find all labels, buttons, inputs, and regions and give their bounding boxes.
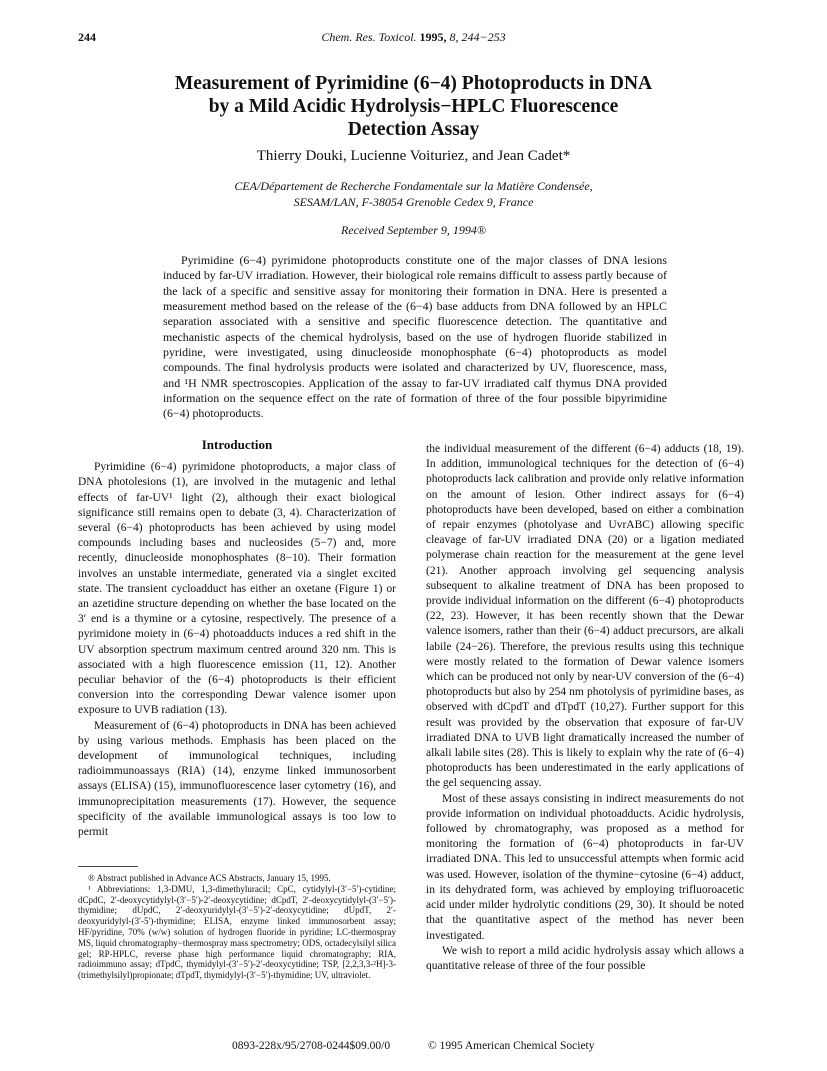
intro-paragraph: the individual measurement of the different (6−4) adducts (18, 19). In addition, immunological techniques for the detection of (6−4) photoproducts lack calibration and provide only relative information on the amount of lesion. Other indirect assays for (6−4) photoproducts have been developed, based on either a combination of repair enzymes (photolyase and UvrABC) allowing specific cleavage of far-UV irradiated DNA (20) or a ligation mediated polymerase chain reaction for the measurement at the gene level (21). Another approach involving gel sequencing analysis subsequent to alkaline treatment of DNA has been proposed to provide individual information on the different (6−4) photoproducts (22, 23). However, it has been recently shown that the Dewar valence isomers, rather than their (6−4) adduct precursors, are alkali labile (24−26). Therefore, the previous results using this technique were mostly related to the formation of Dewar valence isomers which can be produced not only by near-UV conversion of the (6−4) photoproducts but also by 254 nm photolysis of pyrimidine bases, as observed with dCpdT and dTpdT (10,27). Further support for this result was provided by the observation that exposure of far-UV irradiated DNA to UVB light dramatically increased the number of alkali labile sites (28). This is likely to explain why the rate of (6−4) photoproducts has been underestimated in the early applications of the gel sequencing assay.	[426, 443, 744, 790]
journal-citation	[78, 30, 749, 45]
intro-paragraph: Pyrimidine (6−4) pyrimidone photoproducts, a major class of DNA photolesions (1), are involved in the mutagenic and lethal effects of far-UV¹ light (2), although their exact biological significance still remains open to debate (3, 4). Characterization of several (6−4) photoproducts has been achieved by using model compounds including bases and nucleosides (5−7) and, more recently, dinucleoside monophosphates (8−10). Their formation involves an unstable intermediate, generated via a singlet excited state. The transient cycloadduct has either an oxetane (Figure 1) or an azetidine structure depending on whether the base located on the 3′ end is a thymine or a cytosine, respectively. The presence of a pyrimidone moiety in (6−4) photoadducts induces a red shift in the UV absorption spectrum maximum centred around 320 nm. This is associated with a high fluorescence emission (11, 12). Another peculiar behavior of the (6−4) photoproducts is their efficient conversion into the corresponding Dewar valence isomer upon exposure to UVB radiation (13).	[78, 461, 396, 717]
intro-paragraph: We wish to report a mild acidic hydrolysis assay which allows a quantitative release of three of the four possible	[426, 944, 744, 972]
author-list: Thierry Douki, Lucienne Voituriez, and Jean Cadet*	[256, 148, 571, 164]
left-column	[78, 437, 396, 840]
running-head	[78, 30, 749, 46]
journal-volume-pages: 8, 244−253	[449, 30, 506, 44]
abstract	[163, 253, 667, 422]
journal-name: Chem. Res. Toxicol.	[321, 30, 417, 44]
affiliation	[100, 178, 727, 210]
intro-paragraph: Most of these assays consisting in indirect measurements do not provide information on individual photoadducts. Acidic hydrolysis, followed by chromatography, was proposed as a method for monitoring the formation of (6−4) photoproducts in far-UV irradiated DNA. This led to unsuccessful attempts when formic acid was used. However, isolation of the thymine−cytosine (6−4) adduct, in its dehydrated form, was achieved by employing trifluoroacetic acid under milder hydrolytic conditions (29, 30). It should be noted that the quantitative aspect of the method has never been investigated.	[426, 792, 744, 942]
right-column	[426, 442, 744, 974]
footnotes	[78, 866, 396, 981]
article-code: 0893-228x/95/2708-0244$09.00/0	[232, 1040, 391, 1052]
footnote-abstract-published: ® Abstract published in Advance ACS Abstracts, January 15, 1995.	[88, 873, 331, 883]
affiliation-line-1: CEA/Département de Recherche Fondamentale sur la Matière Condensée,	[234, 179, 593, 193]
title-line-2: by a Mild Acidic Hydrolysis−HPLC Fluorescence	[208, 96, 619, 117]
footnote-rule	[78, 866, 138, 867]
copyright: © 1995 American Chemical Society	[428, 1040, 595, 1052]
article-title	[60, 72, 767, 141]
page-footer	[0, 1040, 827, 1054]
title-line-3: Detection Assay	[347, 119, 480, 140]
abstract-text: Pyrimidine (6−4) pyrimidone photoproducts constitute one of the major classes of DNA lesions induced by far-UV irradiation. However, their biological role remains difficult to assess partly because of the lack of a specific and sensitive assay for monitoring their formation in DNA. Here is presented a measurement method based on the release of the (6−4) base adducts from DNA followed by an HPLC separation associated with a sensitive and specific fluorescence detection. The quantitative and mechanistic aspects of the chemical hydrolysis, based on the use of hydrogen fluoride stabilized in pyridine, were investigated, using dinucleoside monophosphate (6−4) photoproducts as model compounds. The final hydrolysis products were isolated and characterized by UV, fluorescence, mass, and ¹H NMR spectroscopies. Application of the assay to far-UV irradiated calf thymus DNA provided information on the sequence effect on the rate of formation of three of the four possible bipyrimidine (6−4) photoproducts.	[163, 253, 667, 421]
page-number: 244	[78, 30, 96, 44]
introduction-heading: Introduction	[201, 437, 273, 452]
journal-year: 1995,	[419, 30, 447, 44]
title-line-1: Measurement of Pyrimidine (6−4) Photoproducts in DNA	[174, 73, 653, 94]
footnote-abbreviations: ¹ Abbreviations: 1,3-DMU, 1,3-dimethyluracil; CpC, cytidylyl-(3′−5′)-cytidine; dCpdC, 2′-deoxycytidylyl-(3′−5′)-2′-deoxycytidine; dCpdT, 2′-deoxycytidylyl-(3′−5′)-thymidine; dUpdC, 2′-deoxyuridylyl-(3′−5′)-2′-deoxycytidine; dUpdT, 2′-deoxyuridylyl-(3′-5′)-thymidine; ELISA, enzyme linked immunosorbent assay; HF/pyridine, 70% (w/w) solution of hydrogen fluoride in pyridine; LC-thermospray MS, liquid chromatography−thermospray mass spectrometry; ODS, octadecylsilyl silica gel; RP-HPLC, reverse phase high performance liquid chromatography; RIA, radioimmuno assay; dTpdC, thymidylyl-(3′−5′)-2′-deoxycytidine; TSP, [2,2,3,3-²H]-3-(trimethylsilyl)propionate; dTpdT, thymidylyl-(3′−5′)-thymidine; UV, ultraviolet.	[78, 883, 396, 981]
intro-paragraph: Measurement of (6−4) photoproducts in DNA has been achieved by using various methods. Emphasis has been placed on the development of immunological techniques, including radioimmunoassays (RIA) (14), enzyme linked immunosorbent assays (ELISA) (15), immunofluorescence laser cytometry (16), and immunoprecipitation measurements (17). However, the sequence specificity of the available immunological assays is too low to permit	[78, 719, 396, 839]
affiliation-line-2: SESAM/LAN, F-38054 Grenoble Cedex 9, France	[293, 195, 534, 209]
received-date: Received September 9, 1994®	[340, 223, 487, 237]
